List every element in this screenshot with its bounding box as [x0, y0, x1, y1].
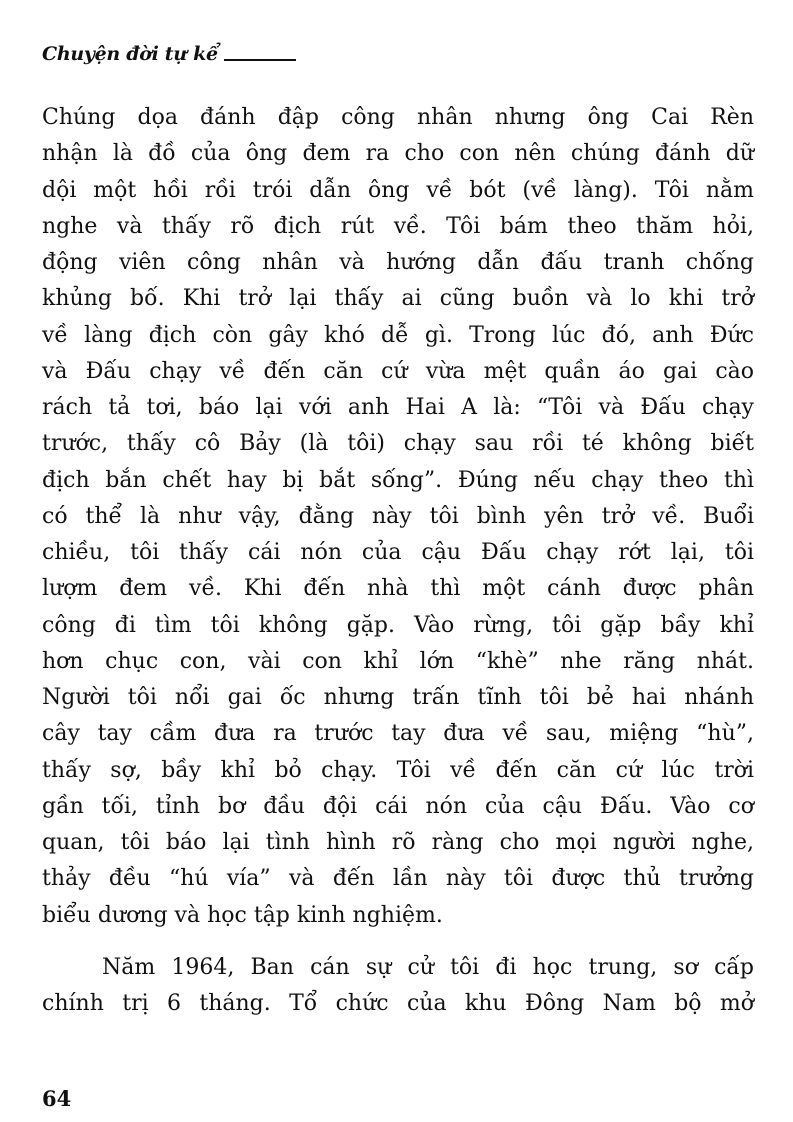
- text-line: biểu dương và học tập kinh nghiệm.: [42, 902, 443, 928]
- body-text: [42, 100, 754, 1022]
- text-line: chiều, tôi thấy cái nón của cậu Đấu chạy rớt lại, tôi: [42, 540, 754, 565]
- text-line: hơn chục con, vài con khỉ lớn “khè” nhe răng nhát.: [42, 648, 754, 674]
- running-header-title: Chuyện đời tự kể: [42, 43, 218, 65]
- paragraph-gap: [42, 934, 754, 950]
- text-line: nghe và thấy rõ địch rút về. Tôi bám theo thăm hỏi,: [42, 213, 754, 239]
- text-line: cây tay cầm đưa ra trước tay đưa về sau, miệng “hù”,: [42, 721, 754, 747]
- paragraph-2: [42, 950, 754, 1023]
- text-line: Người tôi nổi gai ốc nhưng trấn tĩnh tôi bẻ hai nhánh: [42, 685, 754, 710]
- text-line: Chúng dọa đánh đập công nhân nhưng ông Cai Rèn: [42, 105, 754, 130]
- text-line: thảy đều “hú vía” và đến lần này tôi được thủ trưởng: [42, 866, 754, 892]
- paragraph-1: [42, 100, 754, 934]
- text-line: địch bắn chết hay bị bắt sống”. Đúng nếu chạy theo thì: [42, 467, 754, 493]
- text-line: quan, tôi báo lại tình hình rõ ràng cho mọi người nghe,: [42, 830, 754, 855]
- text-line: động viên công nhân và hướng dẫn đấu tranh chống: [42, 250, 754, 275]
- running-header: [42, 42, 296, 66]
- text-line: khủng bố. Khi trở lại thấy ai cũng buồn và lo khi trở: [42, 286, 754, 312]
- text-line: nhận là đồ của ông đem ra cho con nên chúng đánh dữ: [42, 141, 754, 167]
- text-line: có thể là như vậy, đằng này tôi bình yên trở về. Buổi: [42, 503, 754, 529]
- page-number: 64: [42, 1086, 72, 1111]
- text-line: thấy sợ, bầy khỉ bỏ chạy. Tôi về đến căn cứ lúc trời: [42, 757, 754, 783]
- text-line: công đi tìm tôi không gặp. Vào rừng, tôi gặp bầy khỉ: [42, 612, 754, 638]
- text-line: dội một hồi rồi trói dẫn ông về bót (về làng). Tôi nằm: [42, 177, 754, 203]
- text-line: lượm đem về. Khi đến nhà thì một cánh được phân: [42, 576, 754, 602]
- text-line: và Đấu chạy về đến căn cứ vừa mệt quần áo gai cào: [42, 358, 754, 384]
- text-line: về làng địch còn gây khó dễ gì. Trong lúc đó, anh Đức: [42, 322, 754, 348]
- text-line: trước, thấy cô Bảy (là tôi) chạy sau rồi té không biết: [42, 431, 754, 457]
- text-line: chính trị 6 tháng. Tổ chức của khu Đông Nam bộ mở: [42, 991, 754, 1016]
- running-header-rule: [224, 59, 296, 61]
- text-line: rách tả tơi, báo lại với anh Hai A là: “Tôi và Đấu chạy: [42, 395, 754, 420]
- text-line: Năm 1964, Ban cán sự cử tôi đi học trung, sơ cấp: [102, 954, 754, 980]
- text-line: gần tối, tỉnh bơ đầu đội cái nón của cậu Đấu. Vào cơ: [42, 793, 754, 819]
